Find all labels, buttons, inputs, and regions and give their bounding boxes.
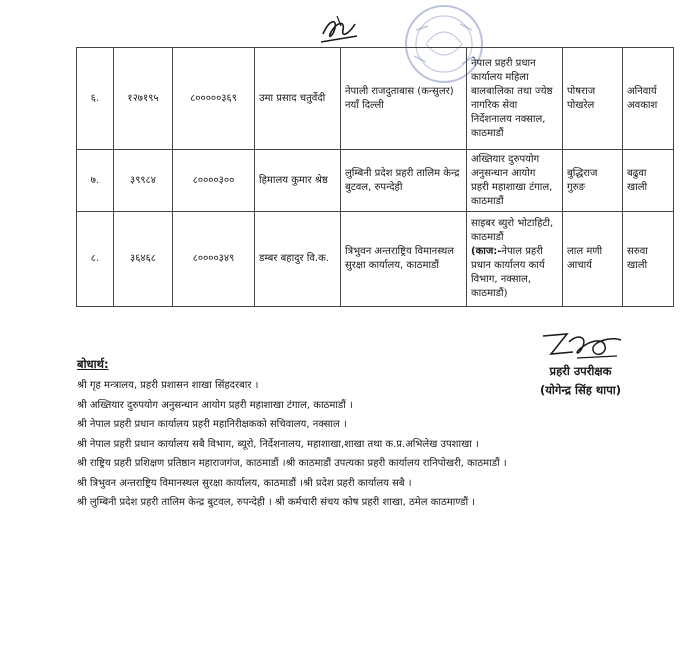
- replacement-cell: बुद्धिराज गुरुङ: [563, 150, 623, 212]
- to-office-line: काठमाडौं: [471, 195, 504, 207]
- to-office-line: अनुसन्धान आयोग: [471, 167, 536, 179]
- to-office-line: बालबालिका तथा ज्येष्ठ: [471, 85, 553, 97]
- from-office-cell: लुम्बिनी प्रदेश प्रहरी तालिम केन्द्र बुटवल, रुपन्देही: [341, 150, 467, 212]
- deputation-office: नेपाल प्रहरी प्रधान कार्यालय कार्य विभाग, नक्साल, काठमाडौं): [471, 246, 545, 299]
- to-office-line: साइबर ब्युरो भोटाहिटी,: [471, 218, 554, 229]
- code-cell: ८०००००३६९: [173, 48, 255, 150]
- to-office-line: निर्देशनालय नक्साल,: [471, 113, 546, 125]
- id-cell: १२७१९५: [114, 48, 173, 150]
- from-office-cell: त्रिभुवन अन्तराष्ट्रिय विमानस्थल सुरक्षा कार्यालय, काठमाडौं: [341, 212, 467, 307]
- name-cell: हिमालय कुमार श्रेष्ठ: [255, 150, 341, 212]
- cc-line: श्री अख्तियार दुरुपयोग अनुसन्धान आयोग प्रहरी महाशाखा टंगाल, काठमाडौं ।: [77, 399, 353, 411]
- remark-cell: सरुवा खाली: [623, 212, 674, 307]
- signatory-name: (योगेन्द्र सिंह थापा): [540, 383, 621, 397]
- remark-cell: बढुवा खाली: [623, 150, 674, 212]
- to-office-line: कार्यालय महिला: [471, 71, 529, 83]
- cc-section: [77, 357, 557, 513]
- cc-line: श्री लुम्बिनी प्रदेश प्रहरी तालिम केन्द्र बुटवल, रुपन्देही । श्री कर्मचारी संचय कोष प्रहरी शाखा, ठमेल काठमाण्डौं ।: [77, 497, 476, 508]
- name-cell: डम्बर बहादुर वि.क.: [255, 212, 341, 307]
- to-office-cell: [467, 48, 563, 150]
- to-office-line: नागरिक सेवा: [471, 99, 518, 111]
- cc-line: श्री गृह मन्त्रालय, प्रहरी प्रशासन शाखा सिंहदरबार ।: [77, 380, 259, 391]
- to-office-line: काठमाडौं: [471, 127, 504, 139]
- cc-line: श्री राष्ट्रिय प्रहरी प्रशिक्षण प्रतिष्ठान महाराजगंज, काठमाडौं ।श्री काठमाडौं उपत्यका प्रहरी कार्यालय रानिपोखरी, काठमाडौं ।: [77, 458, 507, 469]
- to-office-cell: [467, 212, 563, 307]
- replacement-cell: पोषराज पोखरेल: [563, 48, 623, 150]
- cc-heading: बोधार्थ:: [77, 357, 109, 371]
- remark-cell: अनिवार्य अवकाश: [623, 48, 674, 150]
- to-office-line: काठमाडौं: [471, 232, 504, 243]
- serial-cell: ७.: [77, 150, 114, 212]
- code-cell: ८००००३००: [173, 150, 255, 212]
- id-cell: ३९९८४: [114, 150, 173, 212]
- to-office-line: प्रहरी महाशाखा टंगाल,: [471, 181, 553, 193]
- serial-cell: ६.: [77, 48, 114, 150]
- to-office-line: अख्तियार दुरुपयोग: [471, 153, 540, 165]
- replacement-cell: लाल मणी आचार्य: [563, 212, 623, 307]
- id-cell: ३६४६८: [114, 212, 173, 307]
- transfer-table: [76, 47, 674, 307]
- table-row: [77, 212, 674, 307]
- table-row: [77, 48, 674, 150]
- name-cell: उमा प्रसाद चतुर्वेदी: [255, 48, 341, 150]
- initial-signature: [315, 14, 363, 48]
- code-cell: ८००००३४९: [173, 212, 255, 307]
- cc-line: श्री त्रिभुवन अन्तराष्ट्रिय विमानस्थल सुरक्षा कार्यालय, काठमाडौं ।श्री प्रदेश प्रहरी कार्यालय सबै ।: [77, 477, 412, 489]
- table-row: [77, 150, 674, 212]
- serial-cell: ८.: [77, 212, 114, 307]
- to-office-line: नेपाल प्रहरी प्रधान: [471, 57, 536, 69]
- deputation-label: (काज:-: [471, 246, 502, 257]
- cc-line: श्री नेपाल प्रहरी प्रधान कार्यालय प्रहरी महानिरीक्षकको सचिवालय, नक्साल ।: [77, 419, 347, 430]
- to-office-cell: [467, 150, 563, 212]
- cc-line: श्री नेपाल प्रहरी प्रधान कार्यालय सबै विभाग, ब्यूरो, निर्देशनालय, महाशाखा,शाखा तथा क.प्र.अभिलेख उपशाखा ।: [77, 438, 479, 450]
- from-office-cell: नेपाली राजदुताबास (कन्सुलर) नयाँ दिल्ली: [341, 48, 467, 150]
- signatory-title: प्रहरी उपरीक्षक: [549, 364, 612, 378]
